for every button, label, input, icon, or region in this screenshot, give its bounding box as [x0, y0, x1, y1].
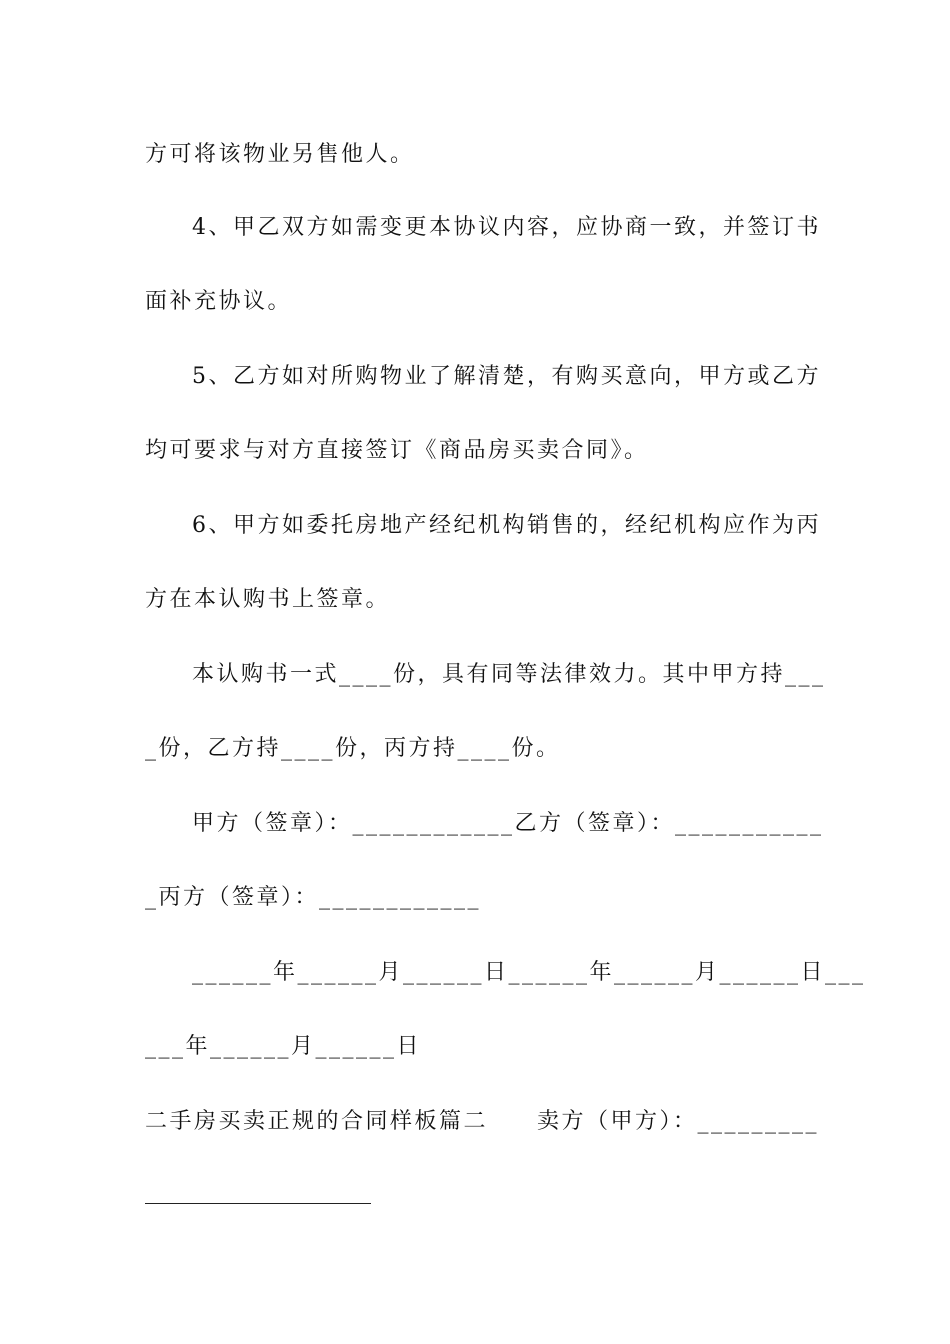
date-line: ___年______月______日 — [145, 1034, 422, 1059]
paragraph-line: 均可要求与对方直接签订《商品房买卖合同》。 — [145, 438, 649, 463]
paragraph-line: 方在本认购书上签章。 — [145, 587, 391, 612]
clause-5-line: 5、乙方如对所购物业了解清楚，有购买意向，甲方或乙方 — [192, 364, 821, 389]
signature-line: _丙方（签章）：____________ — [145, 885, 482, 910]
section-heading-line: 二手房买卖正规的合同样板篇二 卖方（甲方）：_________ — [145, 1109, 820, 1134]
date-line: ______年______月______日______年______月______日___ — [192, 960, 866, 985]
clause-4-line: 4、甲乙双方如需变更本协议内容，应协商一致，并签订书 — [192, 215, 821, 240]
clause-6-line: 6、甲方如委托房地产经纪机构销售的，经纪机构应作为丙 — [192, 513, 821, 538]
paragraph-line: 方可将该物业另售他人。 — [145, 142, 415, 167]
signature-line: 甲方（签章）：____________乙方（签章）：___________ — [192, 811, 824, 836]
paragraph-line: 面补充协议。 — [145, 289, 293, 314]
paragraph-line: _份，乙方持____份，丙方持____份。 — [145, 736, 561, 761]
blank-underline — [145, 1203, 371, 1204]
copies-line: 本认购书一式____份，具有同等法律效力。其中甲方持___ — [192, 662, 826, 687]
